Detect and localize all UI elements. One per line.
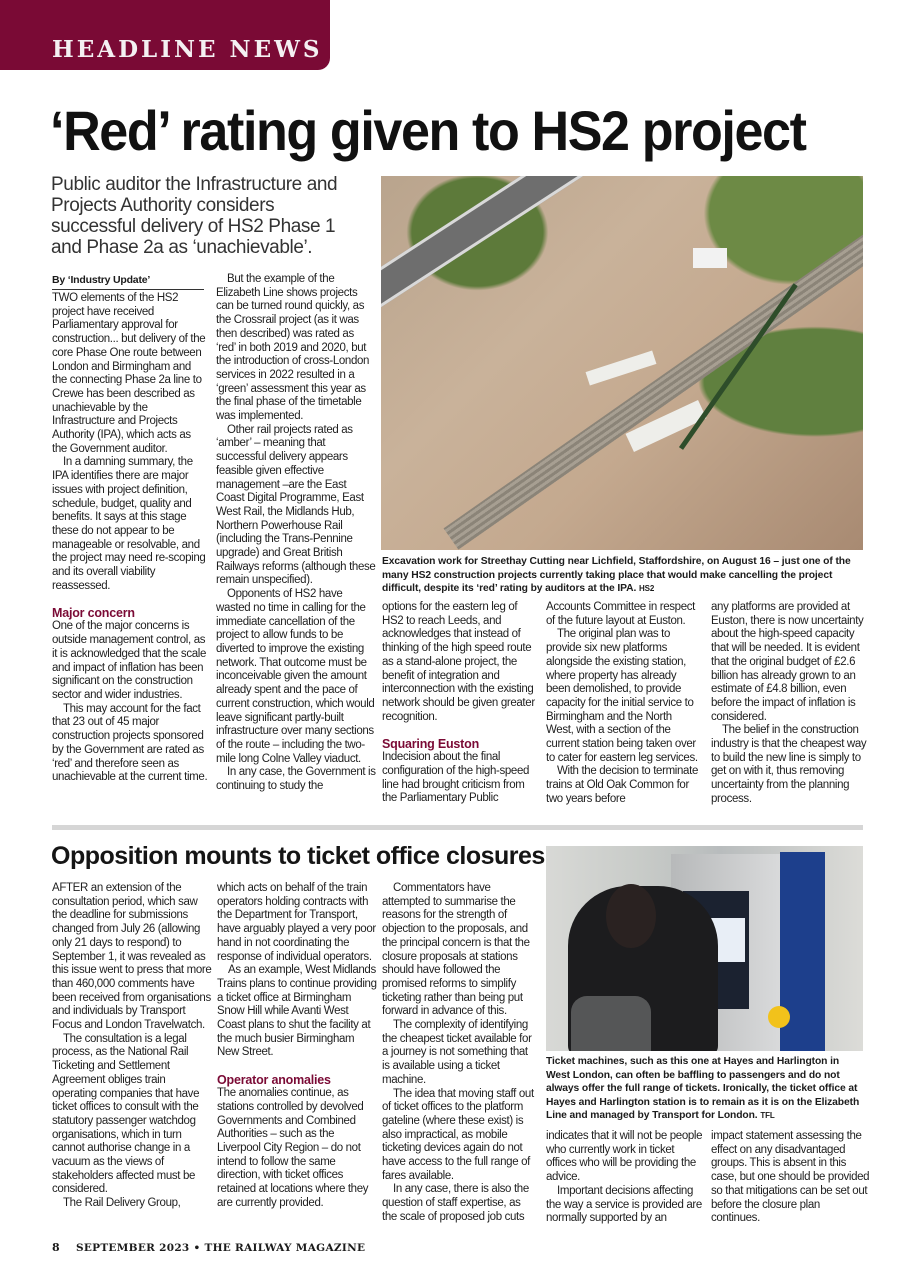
article2-column-4 [546, 1130, 706, 1226]
bridge-wall-shape [586, 351, 657, 386]
paragraph: The Rail Delivery Group, [63, 1197, 181, 1210]
paragraph: AFTER an extension of the consultation period, which saw the deadline for submissions changed from July 26 (allowing only 21 days to respond) to September 1, it was revealed as this issue went to press that more than 460,000 comments have been received from organisations and individuals by Transport Focus and London Travelwatch. [52, 882, 212, 1032]
paragraph: But the example of the Elizabeth Line shows projects can be turned round quickly, as the Crossrail project (as it was then described) was rated as ‘red’ in both 2019 and 2020, but the introduction of cross-London services in 2022 resulted in a ‘green’ assessment this year as the final phase of the timetable was implemented. [216, 273, 370, 423]
paragraph: This may account for the fact that 23 out of 45 major construction projects sponsored by the Government are rated as ‘red’ and therefore seen as unachievable at the current time. [52, 702, 208, 784]
paragraph: any platforms are provided at Euston, there is now uncertainty about the high-speed capacity that will be needed. It is evident that the original budget of £2.6 billion has already grown to an estimate of £4.8 billion, even before the impact of inflation is considered. [711, 601, 864, 723]
page-number: 8 [52, 1241, 60, 1254]
paragraph: The original plan was to provide six new platforms alongside the existing station, where property has already been demolished, to provide capacity for the initial service to Birmingham and the North West, with a section of the current station being taken over to cater for eastern leg services. [546, 628, 698, 764]
article1-column-2 [216, 273, 376, 794]
photo2-credit: TFL [760, 1111, 775, 1121]
paragraph: With the decision to terminate trains at Old Oak Common for two years before [546, 765, 698, 805]
backpack-shape [571, 996, 651, 1051]
subheading-major-concern: Major concern [52, 606, 135, 621]
site-cabin-shape [693, 248, 727, 268]
article1-column-4 [546, 601, 702, 807]
paragraph: Opponents of HS2 have wasted no time in calling for the immediate cancellation of the project to allow funds to be diverted to improve the existing network. That outcome must be inconceivable given the amount already spent and the pace of current construction, which would leave significant partly-built infrastructure over many sections of the route – including the two-mile long Colne Valley viaduct. [216, 588, 375, 765]
article2-column-5 [711, 1130, 871, 1226]
paragraph: options for the eastern leg of HS2 to reach Leeds, and acknowledges that instead of thinking of the high speed route as a stand-alone project, the benefit of integration and interconnection with the existing network should be given greater recognition. [382, 601, 535, 723]
paragraph: TWO elements of the HS2 project have received Parliamentary approval for construction... but delivery of the core Phase One route between London and Birmingham and the connecting Phase 2a line to Crewe has been described as unachievable by the Infrastructure and Projects Authority (IPA), which acts as the Government auditor. [52, 292, 206, 455]
page-footer [52, 1241, 365, 1254]
photo2-caption-text: Ticket machines, such as this one at Hayes and Harlington in West London, can often be baffling to passengers and do not always offer the full range of tickets. Ironically, the ticket office at Hayes and Harlington station is to remain as it is on the Elizabeth Line and managed by Transport for London. [546, 1056, 860, 1122]
ticket-machine-photo [546, 846, 863, 1051]
section-divider [52, 825, 863, 830]
paragraph: indicates that it will not be people who currently work in ticket offices who will be providing the advice. [546, 1130, 703, 1184]
paragraph: In a damning summary, the IPA identifies there are major issues with project definition, schedule, budget, quality and benefits. It says at this stage these do not appear to be manageable or resolvable, and the project may need re-scoping and its overall viability reassessed. [52, 456, 206, 592]
paragraph: Commentators have attempted to summarise the reasons for the strength of objection to the proposals, and the principal concern is that the closure proposals at stations should have followed the promised reforms to simplify ticketing rather than being put forward in advance of this. [382, 882, 530, 1018]
article2-column-3 [382, 882, 538, 1225]
article1-headline: ‘Red’ rating given to HS2 project [50, 99, 806, 162]
subheading-squaring-euston: Squaring Euston [382, 737, 480, 752]
article1-column-1 [52, 292, 208, 785]
paragraph: The complexity of identifying the cheapest ticket available for a journey is not something that is available using a ticket machine. [382, 1019, 532, 1086]
photo1-credit: HS2 [639, 584, 655, 594]
article1-column-5 [711, 601, 867, 807]
subheading-operator-anomalies: Operator anomalies [217, 1073, 331, 1088]
paragraph: which acts on behalf of the train operators holding contracts with the Department for Transport, have arguably played a very poor hand in not coordinating the response of individual operators. [217, 882, 376, 963]
yellow-button-shape [768, 1006, 790, 1028]
hs2-construction-photo [381, 176, 863, 550]
paragraph: In any case, there is also the question of staff expertise, as the scale of proposed job cuts [382, 1183, 529, 1223]
paragraph: impact statement assessing the effect on any disadvantaged groups. This is absent in this case, but one should be provided so that mitigations can be set out before the closure plan continues. [711, 1130, 870, 1225]
photo2-caption [546, 1055, 864, 1123]
paragraph: The idea that moving staff out of ticket offices to the platform gateline (where these exist) is also impractical, as mobile ticketing devices again do not have access to the full range of fares available. [382, 1087, 534, 1182]
railway-tracks-shape [444, 207, 863, 550]
paragraph: Important decisions affecting the way a service is provided are normally supported by an [546, 1184, 702, 1225]
paragraph: The belief in the construction industry is that the cheapest way to build the new line is simply to get on with it, thus removing uncertainty from the planning process. [711, 724, 867, 805]
issue-line: SEPTEMBER 2023 • THE RAILWAY MAGAZINE [75, 1242, 366, 1254]
section-banner-label: HEADLINE NEWS [52, 36, 323, 63]
paragraph: One of the major concerns is outside management control, as it is acknowledged that the scale and impact of inflation has been significant on the construction sector and wider industries. [52, 620, 207, 701]
paragraph: The anomalies continue, as stations controlled by devolved Governments and Combined Authorities – such as the Liverpool City Region – do not intend to follow the same direction, with ticket offices retained at locations where they are currently provided. [217, 1087, 369, 1209]
photo1-caption [382, 555, 864, 596]
article1-column-3 [382, 601, 538, 806]
paragraph: In any case, the Government is continuing to study the [216, 766, 376, 793]
paragraph: Other rail projects rated as ‘amber’ – meaning that successful delivery appears feasible given effective management –are the East Coast Digital Programme, East West Rail, the Midlands Hub, Northern Powerhouse Rail (including the Trans-Pennine upgrade) and Great British Railways reforms (although these remain unspecified). [216, 423, 376, 587]
paragraph: Accounts Committee in respect of the future layout at Euston. [546, 601, 695, 627]
article1-standfirst: Public auditor the Infrastructure and Projects Authority considers successful delivery of HS2 Phase 1 and Phase 2a as ‘unachievable’. [51, 174, 338, 258]
article2-column-1 [52, 882, 212, 1211]
motorway-shape [381, 176, 703, 327]
paragraph: The consultation is a legal process, as the National Rail Ticketing and Settlement Agreement obliges train operating companies that have ticket offices to consult with the statutory passenger watchdog organisations, which in turn cannot authorise change in a vacuum as the views of stakeholders affected must be considered. [52, 1032, 200, 1196]
paragraph: As an example, West Midlands Trains plans to continue providing a ticket office at Birmingham Snow Hill while Avanti West Coast plans to shut the facility at the much busier Birmingham New Street. [217, 964, 377, 1059]
photo1-caption-text: Excavation work for Streethay Cutting near Lichfield, Staffordshire, on August 16 – just one of the many HS2 construction projects currently taking place that would make cancelling the project difficult, despite its ‘red’ rating by auditors at the IPA. [382, 556, 851, 595]
byline: By ‘Industry Update’ [52, 274, 204, 290]
article2-column-2 [217, 882, 377, 1210]
passenger-head-shape [606, 884, 656, 948]
paragraph: Indecision about the final configuration of the high-speed line had brought criticism from the Parliamentary Public [382, 751, 530, 805]
article2-headline: Opposition mounts to ticket office closures [51, 842, 545, 870]
section-banner [0, 0, 330, 70]
